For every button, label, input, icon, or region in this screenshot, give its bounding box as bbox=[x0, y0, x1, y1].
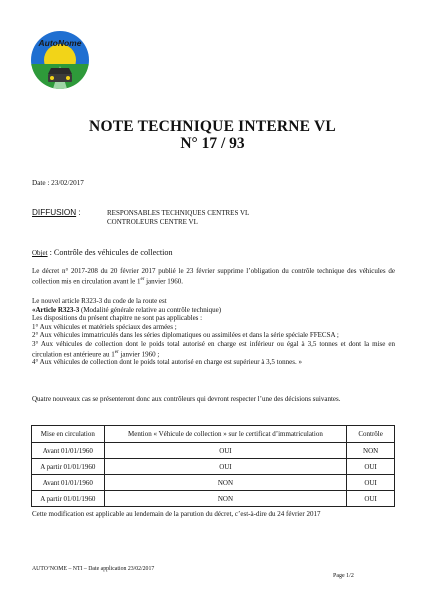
table-cell: A partir 01/01/1960 bbox=[32, 491, 105, 507]
article-item: 4° Aux véhicules de collection dont le poids total autorisé en charge est supérieur à 3,5 tonnes. » bbox=[32, 358, 302, 367]
article-block bbox=[32, 297, 395, 367]
table-row bbox=[32, 459, 395, 475]
table-cell: OUI bbox=[347, 491, 395, 507]
diffusion-recipients bbox=[107, 209, 249, 227]
note-title: NOTE TECHNIQUE INTERNE VL bbox=[89, 118, 336, 135]
article-item: 2° Aux véhicules immatriculés dans les séries diplomatiques ou assimilées et dans la série spéciale FFECSA ; bbox=[32, 331, 339, 340]
article-item bbox=[32, 340, 395, 359]
subject-text: : Contrôle des véhicules de collection bbox=[47, 248, 173, 257]
table-cell: NON bbox=[347, 443, 395, 459]
subject-label: Objet bbox=[32, 249, 48, 257]
intro-text: Le décret n° 2017-208 du 20 février 2017 publié le 23 février supprime l’obligation du contrôle technique des véhicules de collection mis en circulation avant le 1 bbox=[32, 267, 395, 285]
note-number: N° 17 / 93 bbox=[180, 135, 245, 152]
autonome-logo-graphic bbox=[30, 30, 90, 92]
page-number: Page 1/2 bbox=[333, 573, 354, 579]
table-cell: Avant 01/01/1960 bbox=[32, 443, 105, 459]
footer-reference: AUTO’NOME – NTI – Date application 23/02/2017 bbox=[32, 566, 155, 572]
table-cell: OUI bbox=[104, 443, 347, 459]
article-item-text-end: janvier 1960 ; bbox=[118, 349, 160, 358]
table-row bbox=[32, 475, 395, 491]
intro-paragraph bbox=[32, 267, 395, 286]
table-row bbox=[32, 491, 395, 507]
table-cell: OUI bbox=[347, 459, 395, 475]
table-cell: A partir 01/01/1960 bbox=[32, 459, 105, 475]
article-line: Le nouvel article R323-3 du code de la route est bbox=[32, 297, 167, 305]
intro-text-end: janvier 1960. bbox=[144, 276, 184, 285]
diffusion-line: CONTROLEURS CENTRE VL bbox=[107, 218, 198, 226]
article-item: 1° Aux véhicules et matériels spéciaux des armées ; bbox=[32, 322, 177, 331]
table-header-row bbox=[32, 426, 395, 443]
table-cell: OUI bbox=[104, 459, 347, 475]
table-cell: NON bbox=[104, 491, 347, 507]
article-title: «Article R323-3 bbox=[32, 305, 80, 314]
decision-table bbox=[31, 425, 395, 507]
table-cell: OUI bbox=[347, 475, 395, 491]
article-subtitle: (Modalité générale relative au contrôle technique) bbox=[79, 305, 222, 314]
intro-sup: er bbox=[140, 276, 145, 282]
table-row bbox=[32, 443, 395, 459]
document-date: Date : 23/02/2017 bbox=[32, 179, 84, 187]
subject-line bbox=[32, 248, 173, 257]
diffusion-label-text: DIFFUSION bbox=[32, 208, 77, 217]
application-note: Cette modification est applicable au lendemain de la parution du décret, c’est-à-dire du 24 février 2017 bbox=[32, 510, 321, 518]
autonome-logo bbox=[30, 30, 90, 92]
cases-paragraph: Quatre nouveaux cas se présenteront donc aux contrôleurs qui devront respecter l’une des décisions suivantes. bbox=[32, 395, 341, 403]
article-item-text: 3° Aux véhicules de collection dont le poids total autorisé en charge est inférieur ou égal à 3,5 tonnes et dont la mise en circulation est antérieure au 1 bbox=[32, 339, 395, 358]
header-cell: Mise en circulation bbox=[32, 426, 105, 443]
svg-text:AutoNome: AutoNome bbox=[38, 38, 82, 48]
header-cell: Contrôle bbox=[347, 426, 395, 443]
diffusion-label bbox=[32, 208, 81, 217]
table-cell: Avant 01/01/1960 bbox=[32, 475, 105, 491]
article-item-sup: er bbox=[114, 349, 119, 355]
article-title-line bbox=[32, 306, 395, 315]
table-cell: NON bbox=[104, 475, 347, 491]
diffusion-line: RESPONSABLES TECHNIQUES CENTRES VL bbox=[107, 209, 250, 217]
article-line: Les dispositions du présent chapitre ne sont pas applicables : bbox=[32, 314, 203, 323]
diffusion-sep: : bbox=[76, 208, 81, 217]
header-cell: Mention « Véhicule de collection » sur le certificat d’immatriculation bbox=[104, 426, 347, 443]
